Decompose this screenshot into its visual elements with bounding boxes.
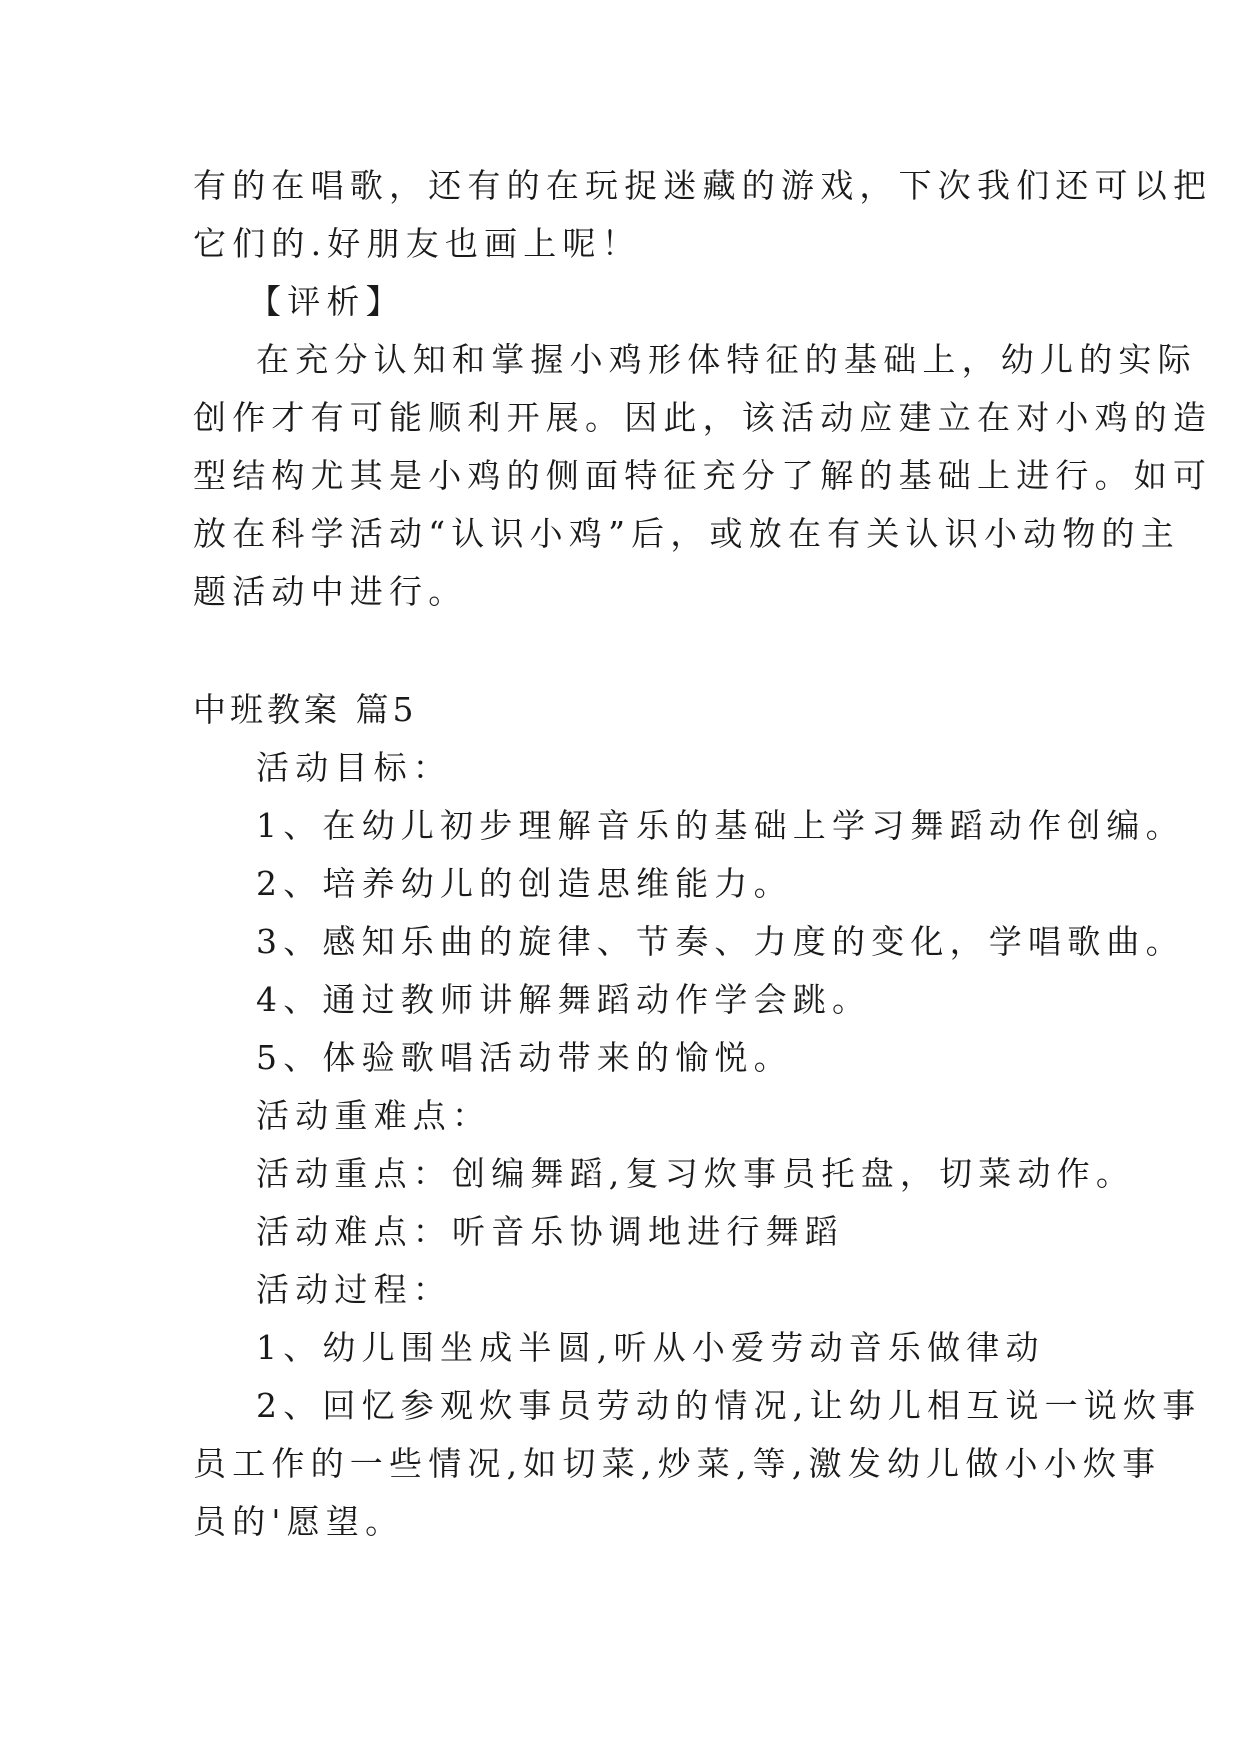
subheading-activity-goals: 活动目标： [256, 748, 452, 787]
subheading-process: 活动过程： [256, 1270, 452, 1309]
list-item: 5、体验歌唱活动带来的愉悦。 [256, 1038, 793, 1077]
paragraph-line: 有的在唱歌，还有的在玩捉迷藏的游戏，下次我们还可以把 [193, 166, 1213, 205]
paragraph-line: 在充分认知和掌握小鸡形体特征的基础上，幼儿的实际 [256, 340, 1197, 379]
list-item: 4、通过教师讲解舞蹈动作学会跳。 [256, 980, 872, 1019]
list-item: 2、培养幼儿的创造思维能力。 [256, 864, 793, 903]
paragraph-line: 创作才有可能顺利开展。因此，该活动应建立在对小鸡的造 [193, 398, 1213, 437]
section-heading: 中班教案 篇5 [193, 690, 418, 729]
subheading-key-points: 活动重难点： [256, 1096, 492, 1135]
paragraph-line: 它们的.好朋友也画上呢！ [193, 224, 641, 263]
paragraph-line: 活动难点：听音乐协调地进行舞蹈 [256, 1212, 844, 1251]
paragraph-line: 活动重点：创编舞蹈,复习炊事员托盘，切菜动作。 [256, 1154, 1136, 1193]
paragraph-line: 员工作的一些情况,如切菜,炒菜,等,激发幼儿做小小炊事 [193, 1444, 1162, 1483]
list-item: 1、幼儿围坐成半圆,听从小爱劳动音乐做律动 [256, 1328, 1045, 1367]
paragraph-line: 放在科学活动“认识小鸡”后，或放在有关认识小动物的主 [193, 514, 1180, 553]
list-item: 3、感知乐曲的旋律、节奏、力度的变化，学唱歌曲。 [256, 922, 1185, 961]
paragraph-line: 员的'愿望。 [193, 1502, 405, 1541]
paragraph-line: 题活动中进行。 [193, 572, 468, 611]
list-item: 2、回忆参观炊事员劳动的情况,让幼儿相互说一说炊事 [256, 1386, 1202, 1425]
section-label-analysis: 【评析】 [248, 282, 405, 321]
list-item: 1、在幼儿初步理解音乐的基础上学习舞蹈动作创编。 [256, 806, 1185, 845]
paragraph-line: 型结构尤其是小鸡的侧面特征充分了解的基础上进行。如可 [193, 456, 1213, 495]
